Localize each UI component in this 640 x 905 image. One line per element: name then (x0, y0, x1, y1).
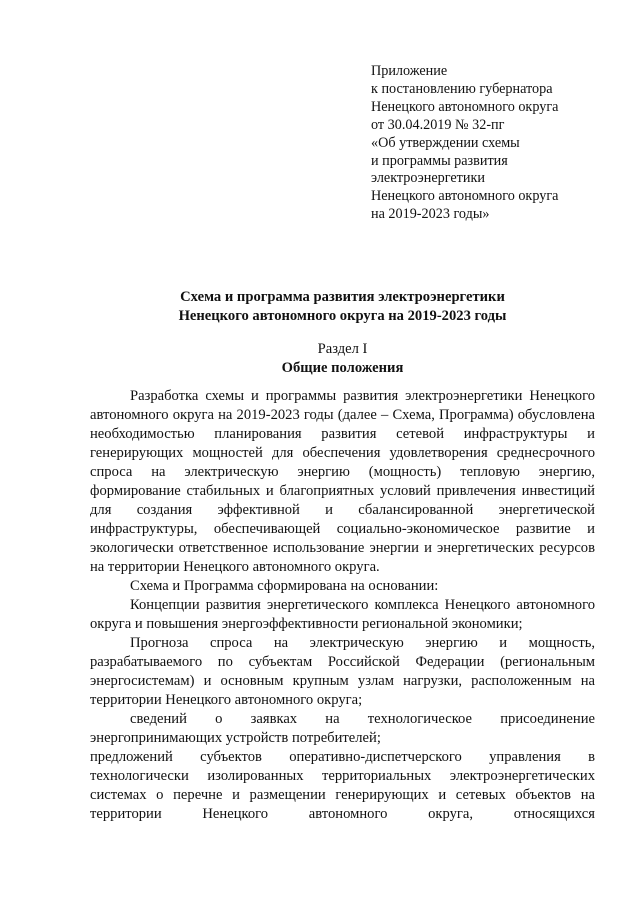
paragraph: Разработка схемы и программы развития электроэнергетики Ненецкого автономного округа на 2019-2023 годы (далее – Схема, Программа) обусловлена необходимостью планирования развития сетевой инфраструктуры и генерирующих мощностей для обеспечения удовлетворения среднесрочного спроса на электрическую энергию (мощность) тепловую энергию, формирование стабильных и благоприятных условий привлечения инвестиций для создания эффективной и сбалансированной энергетической инфраструктуры, обеспечивающей социально-экономическое развитие и экологически ответственное использование энергии и энергетических ресурсов на территории Ненецкого автономного округа. (90, 388, 595, 575)
title-line-1: Схема и программа развития электроэнергетики (180, 289, 505, 305)
appendix-line: электроэнергетики (371, 170, 485, 187)
appendix-line: Приложение (371, 63, 448, 79)
appendix-block (371, 63, 611, 224)
appendix-line: к постановлению губернатора (371, 80, 553, 97)
appendix-line: от 30.04.2019 № 32-пг (371, 116, 505, 133)
paragraph: сведений о заявках на технологическое присоединение энергопринимающих устройств потребителей; (90, 711, 595, 746)
document-title (90, 288, 595, 326)
appendix-line: на 2019-2023 годы» (371, 206, 490, 223)
paragraph: Концепции развития энергетического комплекса Ненецкого автономного округа и повышения энергоэффективности региональной экономики; (90, 597, 595, 632)
appendix-line: Ненецкого автономного округа (371, 98, 559, 115)
paragraph: Схема и Программа сформирована на основании: (130, 578, 439, 594)
title-line-2: Ненецкого автономного округа на 2019-2023 годы (178, 308, 507, 324)
section-heading: Общие положения (281, 360, 404, 376)
section-header (90, 340, 595, 378)
appendix-line: и программы развития (371, 152, 508, 169)
appendix-line: «Об утверждении схемы (371, 134, 520, 151)
appendix-line: Ненецкого автономного округа (371, 188, 559, 205)
paragraph: Прогноза спроса на электрическую энергию и мощность, разрабатываемого по субъектам Российской Федерации (региональным энергосистемам) и основным крупным узлам нагрузки, расположенным на территории Ненецкого автономного округа; (90, 635, 595, 708)
paragraph: предложений субъектов оперативно-диспетчерского управления в технологически изолированных территориальных электроэнергетических системах о перечне и размещении генерирующих и сетевых объектов на территории Ненецкого автономного округа, относящихся (90, 749, 595, 822)
section-number: Раздел I (317, 341, 368, 357)
document-body (90, 387, 595, 824)
